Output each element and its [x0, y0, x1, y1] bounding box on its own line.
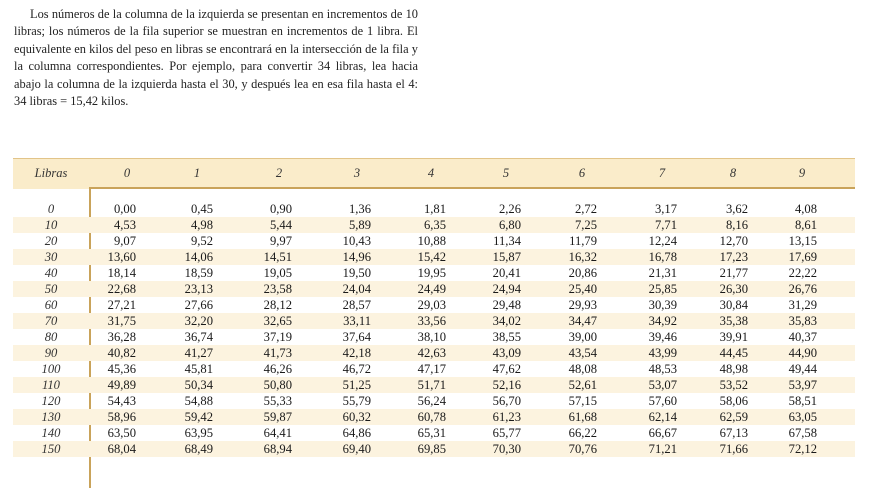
column-header-5: 5 [502, 166, 510, 180]
table-cell: 55,33 [263, 394, 292, 408]
table-header-row [13, 158, 855, 189]
table-cell: 42,18 [342, 346, 371, 360]
table-cell: 58,06 [719, 394, 748, 408]
table-cell: 26,76 [788, 282, 817, 296]
table-cell: 57,15 [568, 394, 597, 408]
table-cell: 37,64 [342, 330, 371, 344]
table-row [13, 329, 855, 345]
table-row [13, 201, 855, 217]
table-cell: 40,82 [107, 346, 136, 360]
table-cell: 61,23 [492, 410, 521, 424]
column-header-6: 6 [578, 166, 586, 180]
column-header-7: 7 [658, 166, 666, 180]
table-body [13, 201, 855, 457]
table-cell: 66,22 [568, 426, 597, 440]
table-cell: 36,28 [107, 330, 136, 344]
table-cell: 59,42 [184, 410, 213, 424]
table-cell: 69,40 [342, 442, 371, 456]
table-cell: 4,08 [794, 202, 817, 216]
table-cell: 34,47 [568, 314, 597, 328]
table-cell: 46,72 [342, 362, 371, 376]
column-header-0: 0 [123, 166, 131, 180]
row-label: 50 [44, 282, 58, 296]
table-cell: 50,80 [263, 378, 292, 392]
table-cell: 11,34 [493, 234, 521, 248]
table-cell: 71,21 [648, 442, 677, 456]
table-cell: 32,20 [184, 314, 213, 328]
table-cell: 21,77 [719, 266, 748, 280]
table-cell: 0,45 [190, 202, 213, 216]
table-cell: 10,43 [342, 234, 371, 248]
table-cell: 60,78 [417, 410, 446, 424]
table-cell: 4,53 [113, 218, 136, 232]
intro-paragraph: Los números de la columna de la izquierda se presentan en incrementos de 10 libras; los números de la fila superior se muestran en incrementos de 1 libra. El equivalente en kilos del peso en libras se encontrará en la intersección de la fila y la columna correspondientes. Por ejemplo, para convertir 34 libras, lea hacia abajo la columna de la izquierda hasta el 30, y después lea en esa fila hasta el 4: 34 libras = 15,42 kilos. [14, 7, 418, 109]
table-cell: 65,31 [417, 426, 446, 440]
table-cell: 67,13 [719, 426, 748, 440]
table-cell: 47,17 [417, 362, 446, 376]
table-cell: 61,68 [568, 410, 597, 424]
table-cell: 18,14 [107, 266, 136, 280]
row-label: 110 [42, 378, 60, 392]
table-cell: 21,31 [648, 266, 677, 280]
table-cell: 3,17 [654, 202, 677, 216]
table-cell: 72,12 [788, 442, 817, 456]
table-cell: 23,58 [263, 282, 292, 296]
table-cell: 35,83 [788, 314, 817, 328]
column-header-3: 3 [353, 166, 361, 180]
table-cell: 11,79 [569, 234, 597, 248]
table-cell: 15,87 [492, 250, 521, 264]
table-cell: 7,25 [574, 218, 597, 232]
table-cell: 43,99 [648, 346, 677, 360]
table-row [13, 265, 855, 281]
table-cell: 39,46 [648, 330, 677, 344]
table-cell: 12,70 [719, 234, 748, 248]
table-row [13, 393, 855, 409]
table-cell: 36,74 [184, 330, 213, 344]
table-cell: 68,04 [107, 442, 136, 456]
table-cell: 70,30 [492, 442, 521, 456]
table-cell: 52,61 [568, 378, 597, 392]
table-cell: 56,24 [417, 394, 446, 408]
table-cell: 13,60 [107, 250, 136, 264]
table-cell: 55,79 [342, 394, 371, 408]
row-label: 130 [41, 410, 61, 424]
column-header-1: 1 [193, 166, 201, 180]
table-cell: 13,15 [788, 234, 817, 248]
table-cell: 63,95 [184, 426, 213, 440]
table-cell: 51,71 [417, 378, 446, 392]
table-cell: 53,07 [648, 378, 677, 392]
table-cell: 67,58 [788, 426, 817, 440]
table-cell: 5,44 [269, 218, 292, 232]
table-cell: 28,12 [263, 298, 292, 312]
table-cell: 49,44 [788, 362, 817, 376]
row-label: 0 [47, 202, 55, 216]
table-cell: 1,81 [423, 202, 446, 216]
table-cell: 12,24 [648, 234, 677, 248]
table-cell: 26,30 [719, 282, 748, 296]
table-cell: 44,45 [719, 346, 748, 360]
table-row [13, 345, 855, 361]
table-cell: 29,03 [417, 298, 446, 312]
table-cell: 64,41 [263, 426, 292, 440]
table-row [13, 441, 855, 457]
table-cell: 53,52 [719, 378, 748, 392]
table-cell: 65,77 [492, 426, 521, 440]
row-label: 140 [41, 426, 61, 440]
table-cell: 6,35 [423, 218, 446, 232]
table-cell: 31,29 [788, 298, 817, 312]
table-cell: 10,88 [417, 234, 446, 248]
table-cell: 40,37 [788, 330, 817, 344]
table-cell: 9,97 [269, 234, 292, 248]
table-cell: 39,91 [719, 330, 748, 344]
table-cell: 2,72 [574, 202, 597, 216]
table-row [13, 233, 855, 249]
table-cell: 22,22 [788, 266, 817, 280]
table-cell: 50,34 [184, 378, 213, 392]
table-cell: 30,84 [719, 298, 748, 312]
table-cell: 20,86 [568, 266, 597, 280]
table-cell: 54,88 [184, 394, 213, 408]
table-cell: 14,96 [342, 250, 371, 264]
column-header-4: 4 [427, 166, 435, 180]
row-label: 20 [44, 234, 58, 248]
table-cell: 24,94 [492, 282, 521, 296]
table-cell: 33,56 [417, 314, 446, 328]
table-row [13, 361, 855, 377]
table-cell: 17,23 [719, 250, 748, 264]
table-cell: 43,09 [492, 346, 521, 360]
row-label: 60 [44, 298, 58, 312]
table-cell: 33,11 [343, 314, 371, 328]
column-header-2: 2 [275, 166, 283, 180]
table-cell: 63,05 [788, 410, 817, 424]
table-cell: 66,67 [648, 426, 677, 440]
table-cell: 0,90 [269, 202, 292, 216]
table-row [13, 409, 855, 425]
table-cell: 1,36 [348, 202, 371, 216]
table-cell: 14,06 [184, 250, 213, 264]
table-cell: 19,50 [342, 266, 371, 280]
table-row [13, 297, 855, 313]
table-cell: 70,76 [568, 442, 597, 456]
table-cell: 25,40 [568, 282, 597, 296]
table-row [13, 425, 855, 441]
table-cell: 68,49 [184, 442, 213, 456]
table-cell: 54,43 [107, 394, 136, 408]
table-cell: 6,80 [498, 218, 521, 232]
header-divider [89, 187, 855, 189]
table-cell: 43,54 [568, 346, 597, 360]
row-label: 120 [41, 394, 61, 408]
table-cell: 52,16 [492, 378, 521, 392]
row-label: 40 [44, 266, 58, 280]
table-cell: 7,71 [654, 218, 677, 232]
table-cell: 48,08 [568, 362, 597, 376]
table-cell: 62,14 [648, 410, 677, 424]
table-row [13, 281, 855, 297]
table-cell: 41,27 [184, 346, 213, 360]
table-cell: 27,21 [107, 298, 136, 312]
table-cell: 17,69 [788, 250, 817, 264]
row-label: 90 [44, 346, 58, 360]
table-cell: 48,98 [719, 362, 748, 376]
table-cell: 47,62 [492, 362, 521, 376]
table-cell: 22,68 [107, 282, 136, 296]
table-cell: 38,10 [417, 330, 446, 344]
table-cell: 28,57 [342, 298, 371, 312]
table-cell: 59,87 [263, 410, 292, 424]
table-cell: 29,48 [492, 298, 521, 312]
table-cell: 24,49 [417, 282, 446, 296]
table-cell: 27,66 [184, 298, 213, 312]
table-cell: 16,78 [648, 250, 677, 264]
table-cell: 39,00 [568, 330, 597, 344]
table-cell: 53,97 [788, 378, 817, 392]
table-cell: 46,26 [263, 362, 292, 376]
table-cell: 0,00 [113, 202, 136, 216]
table-cell: 24,04 [342, 282, 371, 296]
table-cell: 29,93 [568, 298, 597, 312]
table-cell: 49,89 [107, 378, 136, 392]
table-cell: 32,65 [263, 314, 292, 328]
table-cell: 56,70 [492, 394, 521, 408]
row-label: 70 [44, 314, 58, 328]
table-cell: 14,51 [263, 250, 292, 264]
table-cell: 63,50 [107, 426, 136, 440]
table-cell: 3,62 [725, 202, 748, 216]
table-cell: 31,75 [107, 314, 136, 328]
table-cell: 2,26 [498, 202, 521, 216]
table-cell: 58,96 [107, 410, 136, 424]
table-cell: 44,90 [788, 346, 817, 360]
table-cell: 19,05 [263, 266, 292, 280]
table-cell: 48,53 [648, 362, 677, 376]
table-cell: 38,55 [492, 330, 521, 344]
table-cell: 19,95 [417, 266, 446, 280]
table-cell: 8,16 [725, 218, 748, 232]
table-cell: 4,98 [190, 218, 213, 232]
row-label: 10 [44, 218, 58, 232]
table-cell: 69,85 [417, 442, 446, 456]
table-cell: 15,42 [417, 250, 446, 264]
table-cell: 57,60 [648, 394, 677, 408]
row-label: 150 [41, 442, 61, 456]
table-cell: 45,36 [107, 362, 136, 376]
table-cell: 20,41 [492, 266, 521, 280]
table-row [13, 249, 855, 265]
table-cell: 34,02 [492, 314, 521, 328]
table-cell: 8,61 [794, 218, 817, 232]
table-cell: 71,66 [719, 442, 748, 456]
table-row [13, 313, 855, 329]
row-header-label: Libras [34, 166, 68, 180]
table-cell: 23,13 [184, 282, 213, 296]
row-label: 80 [44, 330, 58, 344]
table-cell: 58,51 [788, 394, 817, 408]
column-header-9: 9 [798, 166, 806, 180]
table-cell: 25,85 [648, 282, 677, 296]
table-cell: 35,38 [719, 314, 748, 328]
table-cell: 45,81 [184, 362, 213, 376]
table-cell: 34,92 [648, 314, 677, 328]
conversion-table [13, 158, 855, 456]
table-cell: 51,25 [342, 378, 371, 392]
table-cell: 68,94 [263, 442, 292, 456]
table-row [13, 217, 855, 233]
table-cell: 5,89 [348, 218, 371, 232]
table-cell: 60,32 [342, 410, 371, 424]
table-cell: 9,07 [113, 234, 136, 248]
table-cell: 37,19 [263, 330, 292, 344]
row-label: 30 [44, 250, 58, 264]
table-cell: 18,59 [184, 266, 213, 280]
table-cell: 41,73 [263, 346, 292, 360]
table-cell: 62,59 [719, 410, 748, 424]
table-row [13, 377, 855, 393]
table-cell: 64,86 [342, 426, 371, 440]
table-cell: 9,52 [190, 234, 213, 248]
table-cell: 42,63 [417, 346, 446, 360]
column-header-8: 8 [729, 166, 737, 180]
row-label: 100 [41, 362, 61, 376]
table-cell: 16,32 [568, 250, 597, 264]
table-cell: 30,39 [648, 298, 677, 312]
